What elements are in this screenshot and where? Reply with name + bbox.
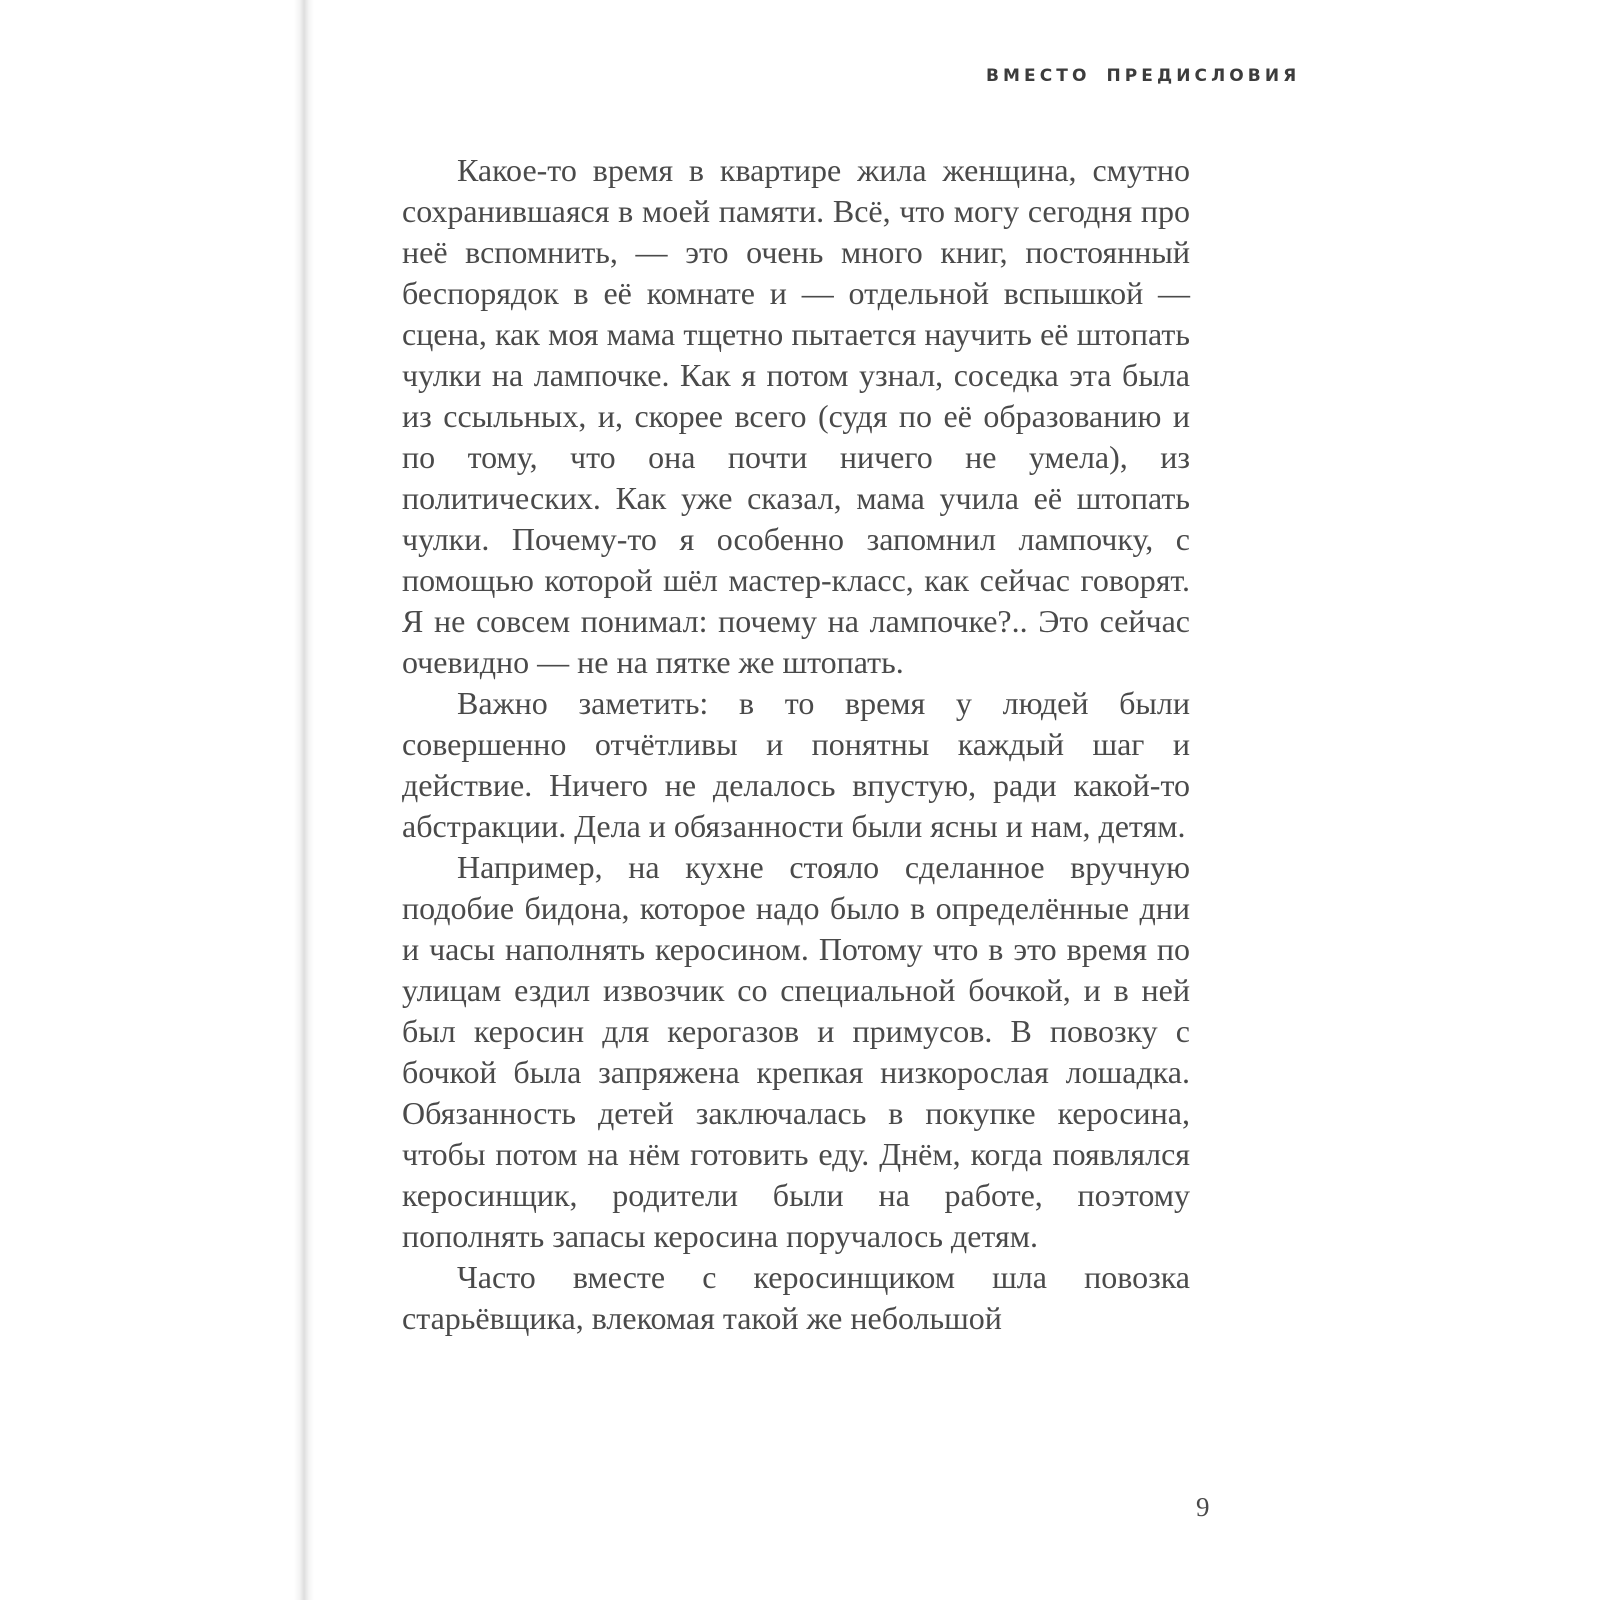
- paragraph: Часто вместе с керосинщиком шла повозка старьёвщика, влекомая такой же небольшой: [402, 1259, 1190, 1336]
- page-gutter-shadow: [294, 0, 314, 1600]
- paragraph: Важно заметить: в то время у людей были совершенно отчётливы и понятны каждый шаг и действие. Ничего не делалось впустую, ради какой-то абстракции. Дела и обязанности были ясны и нам, детям.: [402, 685, 1190, 844]
- running-header: ВМЕСТО ПРЕДИСЛОВИЯ: [986, 66, 1301, 86]
- paragraph: Например, на кухне стояло сделанное вручную подобие бидона, которое надо было в определённые дни и часы наполнять керосином. Потому что в это время по улицам ездил извозчик со специальной бочкой, и в ней был керосин для керогазов и примусов. В повозку с бочкой была запряжена крепкая низкорослая лошадка. Обязанность детей заключалась в покупке керосина, чтобы потом на нём готовить еду. Днём, когда появлялся керосинщик, родители были на работе, поэтому пополнять запасы керосина поручалось детям.: [402, 849, 1190, 1254]
- page-number: 9: [1196, 1492, 1210, 1522]
- body-text: [402, 150, 1190, 1339]
- paragraph: Какое-то время в квартире жила женщина, смутно сохранившаяся в моей памяти. Всё, что могу сегодня про неё вспомнить, — это очень много книг, постоянный беспорядок в её комнате и — отдельной вспышкой — сцена, как моя мама тщетно пытается научить её штопать чулки на лампочке. Как я потом узнал, соседка эта была из ссыльных, и, скорее всего (судя по её образованию и по тому, что она почти ничего не умела), из политических. Как уже сказал, мама учила её штопать чулки. Почему-то я особенно запомнил лампочку, с помощью которой шёл мастер-класс, как сейчас говорят. Я не совсем понимал: почему на лампочке?.. Это сейчас очевидно — не на пятке же штопать.: [402, 152, 1190, 680]
